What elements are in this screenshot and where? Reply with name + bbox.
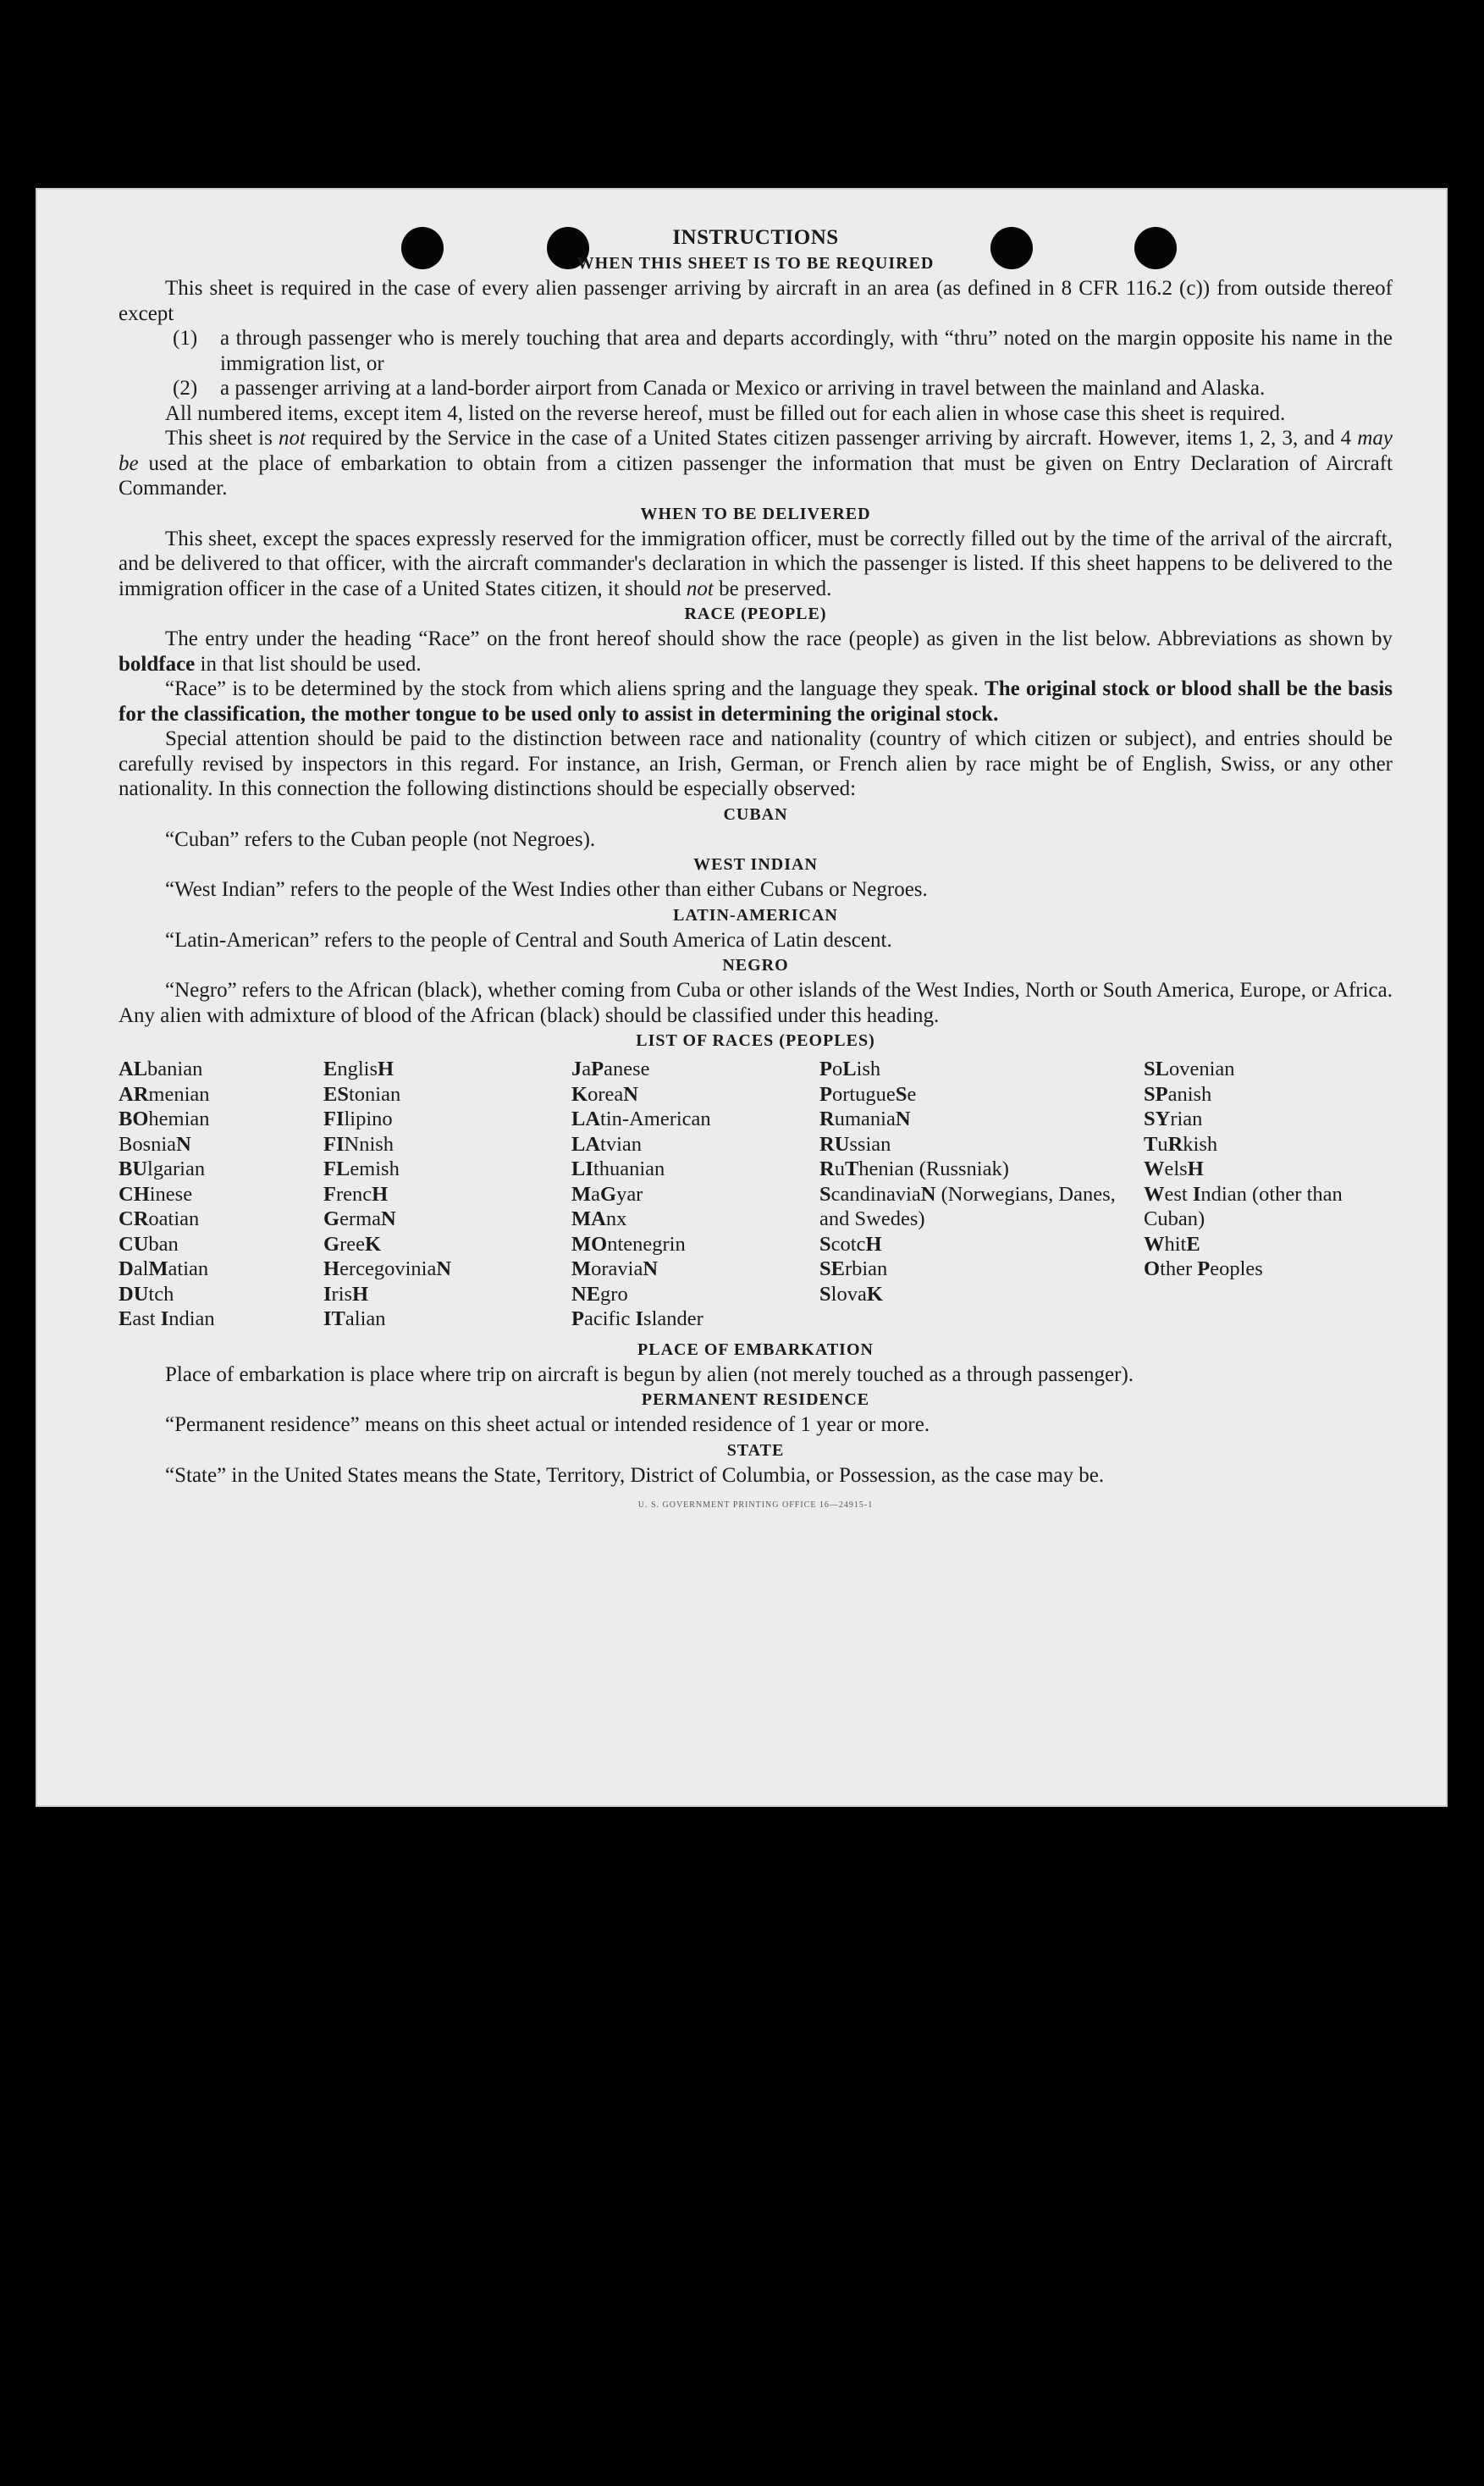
paragraph: This sheet is required in the case of every alien passenger arriving by aircraft in an area (as defined in 8 CFR 116.2 (c)) from outside thereof except [119,277,1393,325]
race-entry: PoLish [819,1058,881,1080]
paragraph: “State” in the United States means the State, Territory, District of Columbia, or Possession, as the case may be. [165,1463,1105,1487]
paragraph: “Race” is to be determined by the stock from which aliens spring and the language they speak. The original stock or blood shall be the basis for the classification, the mother tongue to be used only to assist in determining the original stock. [119,677,1393,726]
race-entry: LIthuanian [571,1157,665,1180]
race-entry: ScandinaviaN (Norwegians, Danes, and Swedes) [819,1182,1116,1230]
race-entry: BosniaN [119,1132,191,1156]
race-entry: CRoatian [119,1207,200,1230]
race-entry: ScotcH [819,1232,882,1256]
race-entry: IrisH [323,1282,369,1306]
heading-state: STATE [726,1440,785,1460]
race-entry: SErbian [819,1257,888,1280]
paragraph: “Permanent residence” means on this sheet actual or intended residence of 1 year or more. [165,1413,930,1436]
list-item [119,326,1393,376]
races-list [119,1057,1393,1332]
race-entry: SLovenian [1144,1058,1235,1080]
page-title: INSTRUCTIONS [672,226,839,249]
paragraph: “Cuban” refers to the Cuban people (not Negroes). [165,827,596,851]
paragraph: “Latin-American” refers to the people of Central and South America of Latin descent. [165,928,892,952]
race-entry: MoraviaN [571,1257,659,1280]
heading-west-indian: WEST INDIAN [693,855,818,874]
race-entry: KoreaN [571,1082,638,1106]
paragraph: Place of embarkation is place where trip on aircraft is begun by alien (not merely touched as a through passenger). [165,1362,1134,1386]
races-column [819,1057,1144,1332]
races-column [119,1057,323,1332]
race-entry: CHinese [119,1182,193,1206]
heading-negro: NEGRO [722,956,789,975]
item-number: (1) [173,327,198,350]
race-entry: Pacific Islander [571,1307,703,1330]
race-entry: West Indian (other than Cuban) [1144,1182,1343,1230]
race-entry: WelsH [1144,1157,1204,1180]
heading-cuban: CUBAN [723,804,788,824]
race-entry: WhitE [1144,1232,1200,1256]
race-entry: ARmenian [119,1082,210,1106]
heading-embarkation: PLACE OF EMBARKATION [637,1340,874,1359]
races-column [571,1057,819,1332]
race-entry: MOntenegrin [571,1232,686,1256]
race-entry: DalMatian [119,1257,209,1280]
race-entry: BOhemian [119,1108,210,1130]
printing-office-footer: U. S. GOVERNMENT PRINTING OFFICE 16—24915-1 [637,1500,874,1510]
races-column [1144,1057,1389,1332]
instructions-content [119,225,1393,1518]
race-entry: RUssian [819,1132,891,1156]
paragraph: Special attention should be paid to the distinction between race and nationality (country of which citizen or subject), and entries should be carefully revised by inspectors in this regard. For instance, an Irish, German, or French alien by race might be of English, Swiss, or any other nationality. In this connection the following distinctions should be especially observed: [119,727,1393,800]
paragraph: This sheet is not required by the Service in the case of a United States citizen passenger arriving by aircraft. However, items 1, 2, 3, and 4 may be used at the place of embarkation to obtain from a citizen passenger the information that must be given on Entry Declaration of Aircraft Commander. [119,427,1393,500]
races-column [323,1057,571,1332]
document-sheet [36,188,1448,1807]
race-entry: BUlgarian [119,1157,206,1180]
race-entry: DUtch [119,1282,174,1306]
race-entry: EnglisH [323,1058,394,1080]
race-entry: HercegoviniaN [323,1257,452,1280]
race-entry: SlovaK [819,1282,883,1306]
race-entry: Other Peoples [1144,1257,1263,1280]
paragraph: “West Indian” refers to the people of the West Indies other than either Cubans or Negroes. [165,878,928,901]
race-entry: GermaN [323,1207,396,1230]
race-entry: SYrian [1144,1108,1203,1130]
paragraph: “Negro” refers to the African (black), whether coming from Cuba or other islands of the West Indies, North or South America, Europe, or Africa. Any alien with admixture of blood of the African (black) should be classified under this heading. [119,979,1393,1027]
race-entry: MAnx [571,1207,627,1230]
race-entry: FLemish [323,1157,400,1180]
race-entry: RumaniaN [819,1108,911,1130]
race-entry: TuRkish [1144,1132,1218,1156]
race-entry: FIlipino [323,1108,393,1130]
race-entry: East Indian [119,1307,215,1330]
heading-race: RACE (PEOPLE) [684,605,827,623]
race-entry: SPanish [1144,1082,1212,1106]
race-entry: PortugueSe [819,1082,917,1106]
race-entry: ITalian [323,1307,386,1330]
race-entry: JaPanese [571,1058,650,1080]
paragraph: The entry under the heading “Race” on the front hereof should show the race (people) as given in the list below. Abbreviations as shown by boldface in that list should be used. [119,627,1393,676]
race-entry: RuThenian (Russniak) [819,1157,1009,1180]
heading-residence: PERMANENT RESIDENCE [641,1390,870,1409]
list-item [119,376,1393,401]
race-entry: ALbanian [119,1058,203,1080]
race-entry: LAtvian [571,1132,643,1156]
race-entry: FINnish [323,1132,394,1156]
race-entry: FrencH [323,1182,389,1206]
race-entry: NEgro [571,1282,628,1306]
paragraph: This sheet, except the spaces expressly reserved for the immigration officer, must be correctly filled out by the time of the arrival of the aircraft, and be delivered to that officer, with the aircraft commander's declaration in which the passenger is listed. If this sheet happens to be delivered to the immigration officer in the case of a United States citizen, it should not be preserved. [119,527,1393,600]
heading-when-delivered: WHEN TO BE DELIVERED [640,504,871,523]
paragraph: All numbered items, except item 4, listed on the reverse hereof, must be filled out for each alien in whose case this sheet is required. [165,401,1286,425]
item-text: a through passenger who is merely touching that area and departs accordingly, with “thru” noted on the margin opposite his name in the immigration list, or [220,327,1393,375]
race-entry: EStonian [323,1082,401,1106]
item-number: (2) [173,377,198,400]
heading-latin-american: LATIN-AMERICAN [673,905,838,925]
item-text: a passenger arriving at a land-border airport from Canada or Mexico or arriving in travel between the mainland and Alaska. [220,377,1266,400]
heading-list-of-races: LIST OF RACES (PEOPLES) [636,1031,875,1050]
race-entry: LAtin-American [571,1108,711,1130]
race-entry: MaGyar [571,1182,643,1206]
heading-when-required: WHEN THIS SHEET IS TO BE REQUIRED [576,254,935,273]
race-entry: CUban [119,1232,179,1256]
race-entry: GreeK [323,1232,382,1256]
